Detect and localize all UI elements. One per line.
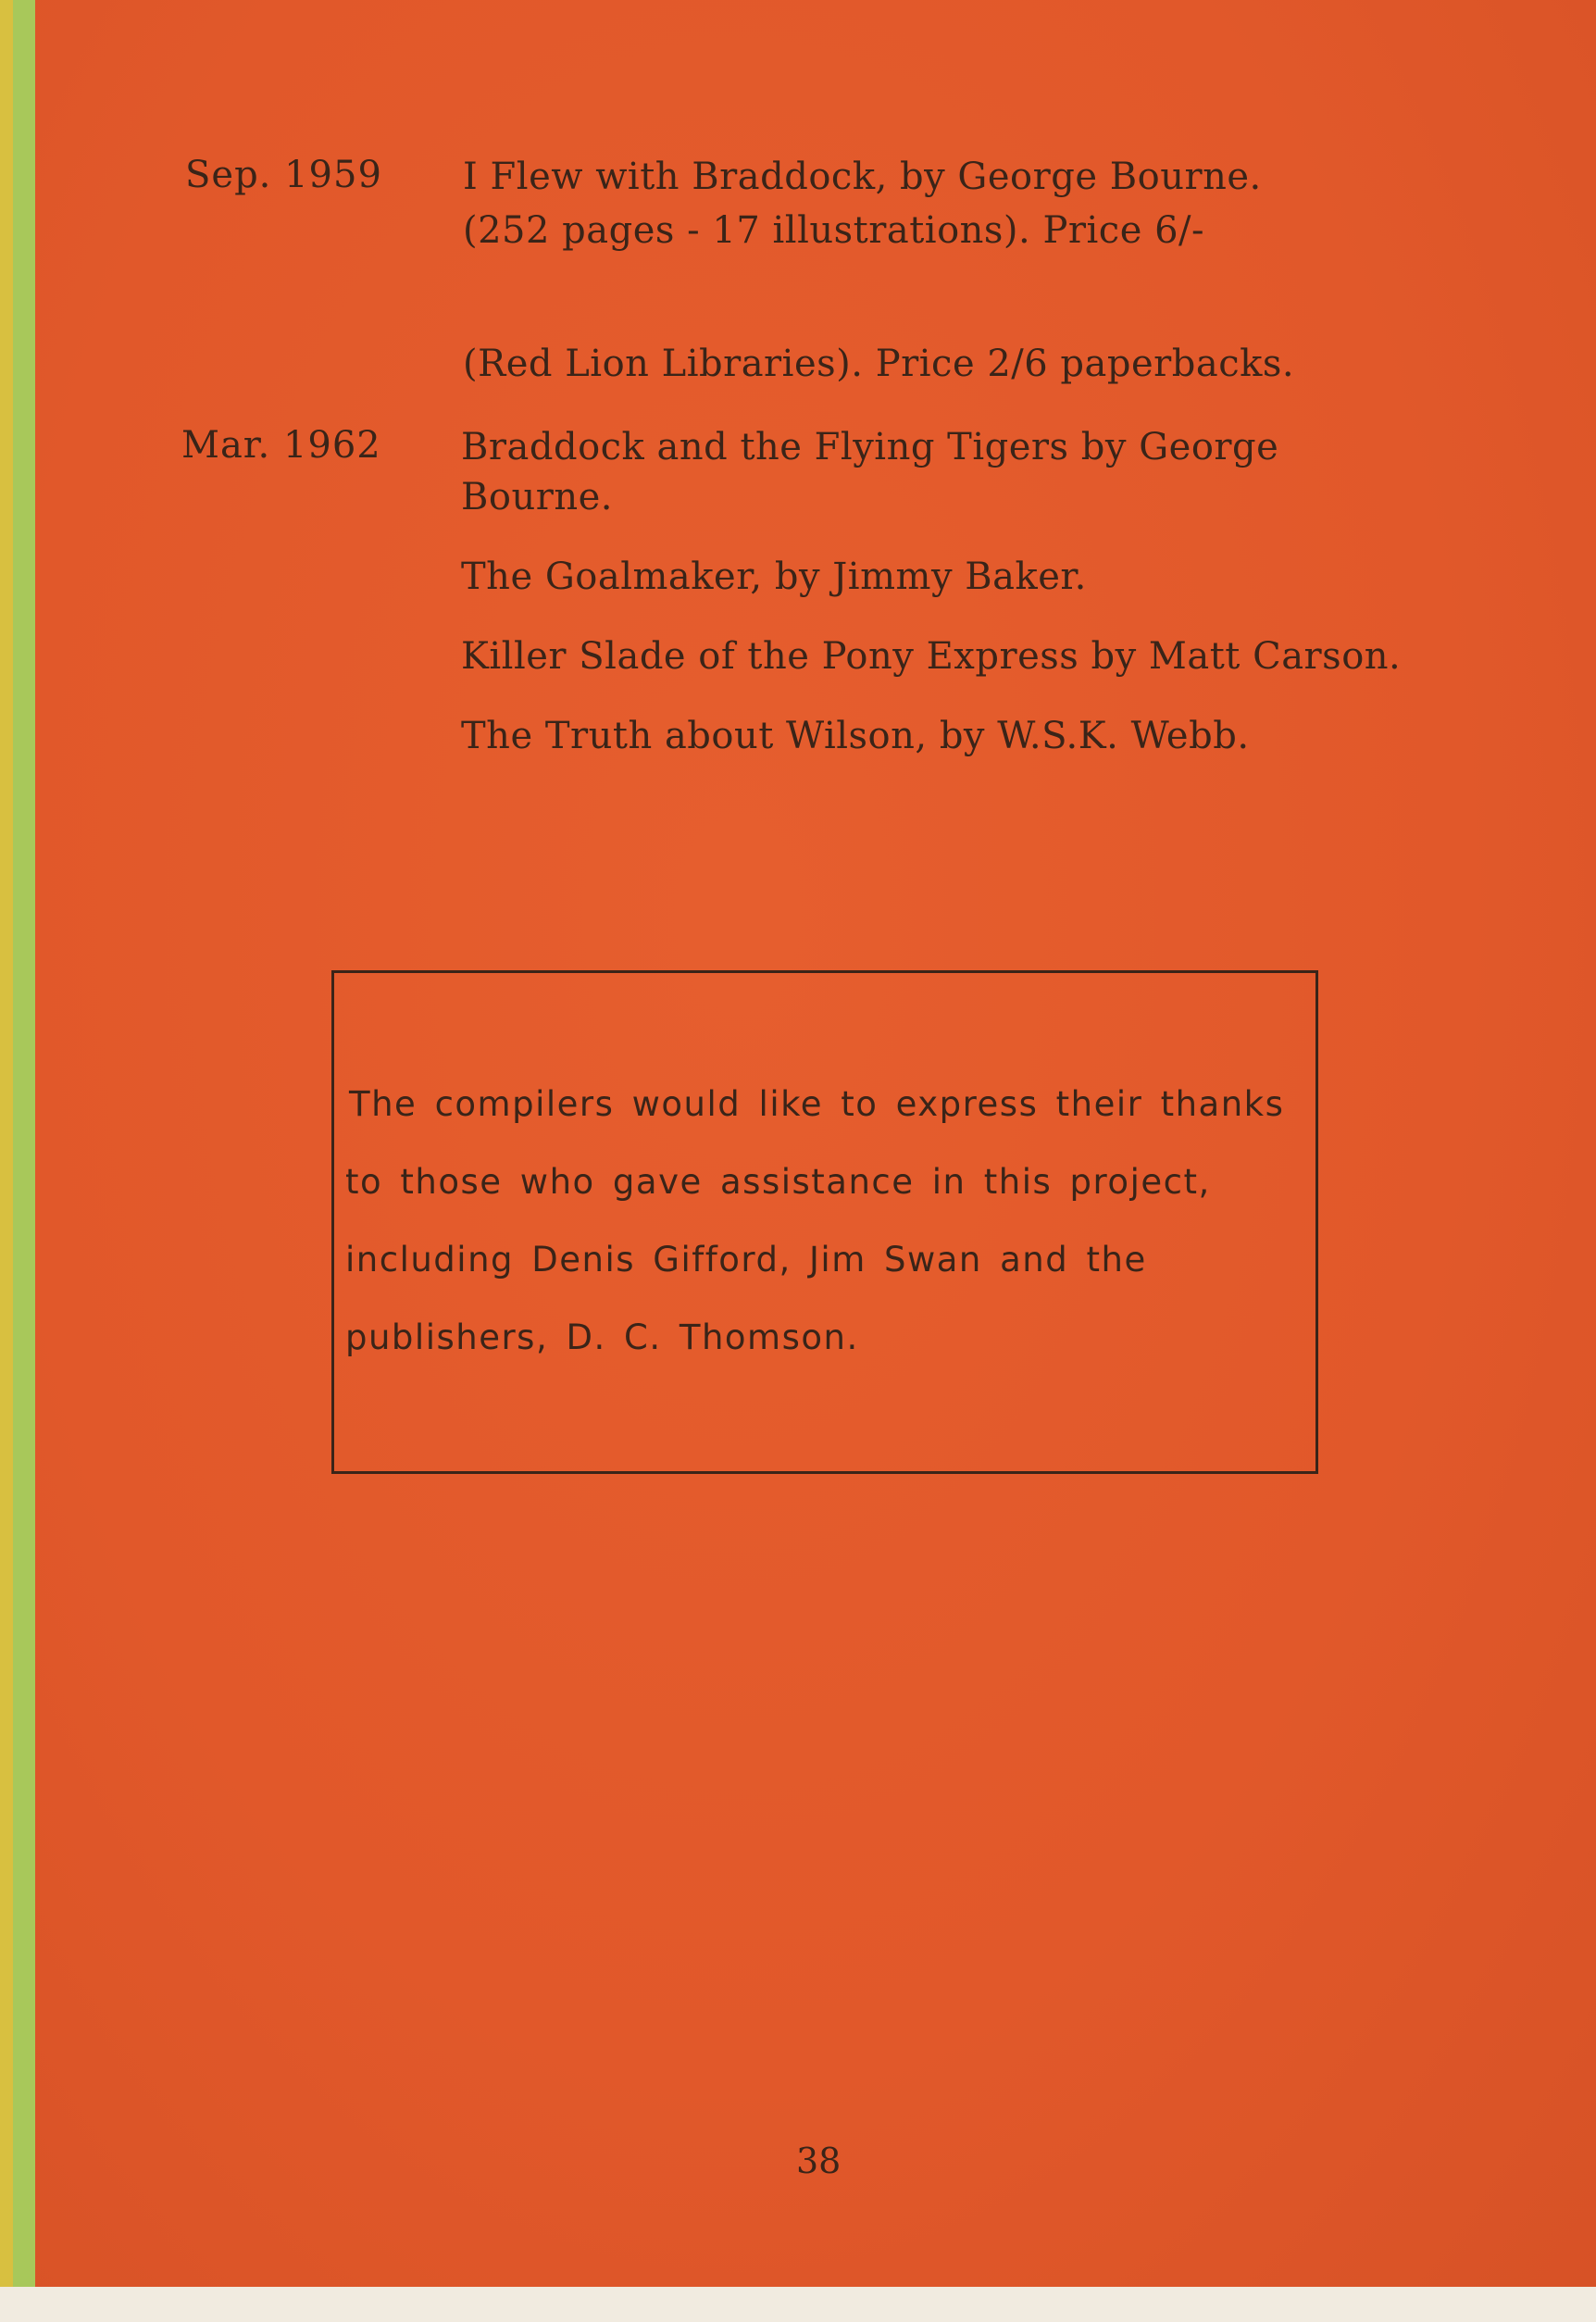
spine-edge-green bbox=[13, 0, 35, 2322]
entry-title-line: The Truth about Wilson, by W.S.K. Webb. bbox=[461, 715, 1250, 757]
entry-title-line: Killer Slade of the Pony Express by Matt Carson. bbox=[461, 635, 1402, 678]
spine-edge-yellow bbox=[0, 0, 13, 2322]
acknowledgement-line: to those who gave assistance in this project, bbox=[345, 1162, 1211, 1202]
entry-title-line: Bourne. bbox=[461, 476, 614, 518]
entry-date-mar-1962: Mar. 1962 bbox=[181, 424, 381, 467]
acknowledgement-line: publishers, D. C. Thomson. bbox=[345, 1317, 859, 1357]
scan-background bbox=[0, 2287, 1596, 2322]
entry-title-line: The Goalmaker, by Jimmy Baker. bbox=[461, 556, 1087, 598]
acknowledgement-line: including Denis Gifford, Jim Swan and the bbox=[345, 1240, 1147, 1280]
series-note-line: (Red Lion Libraries). Price 2/6 paperbacks. bbox=[463, 343, 1295, 385]
entry-date-sep-1959: Sep. 1959 bbox=[185, 154, 382, 196]
acknowledgement-line: The compilers would like to express their thanks bbox=[349, 1084, 1285, 1124]
page-number: 38 bbox=[796, 2141, 842, 2181]
entry-title-line: Braddock and the Flying Tigers by George bbox=[461, 426, 1279, 468]
entry-title-line: I Flew with Braddock, by George Bourne. bbox=[463, 156, 1262, 198]
acknowledgement-box bbox=[331, 970, 1318, 1474]
entry-detail-line: (252 pages - 17 illustrations). Price 6/- bbox=[463, 209, 1205, 252]
